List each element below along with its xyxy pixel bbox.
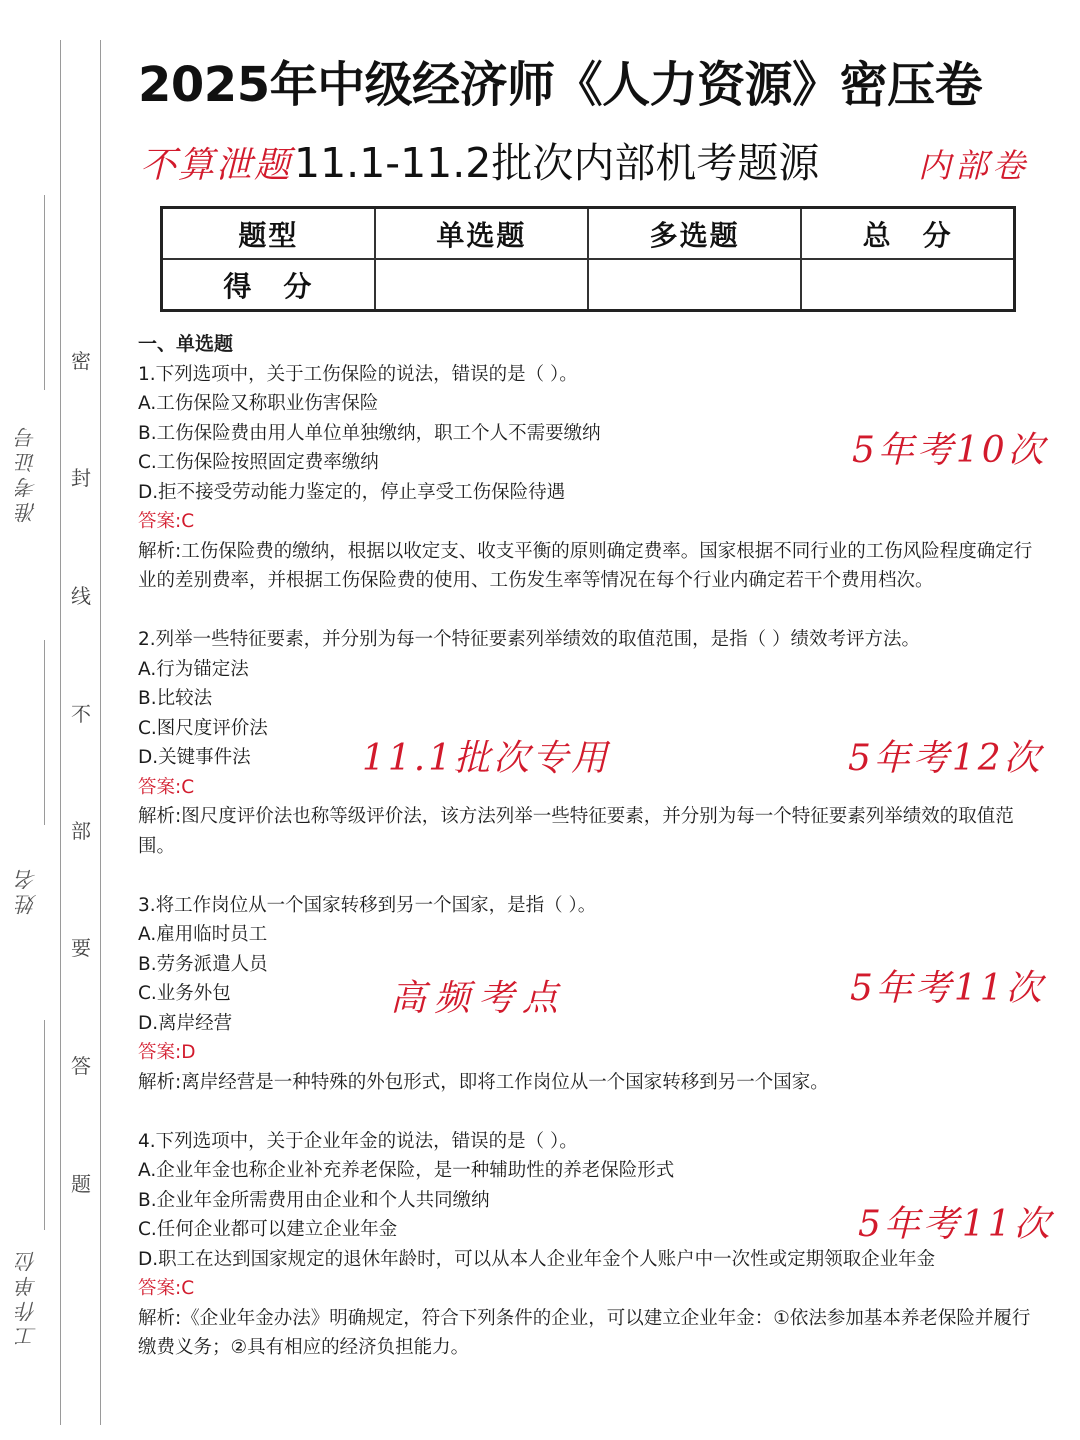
corner-note: 内部卷 [918, 146, 1029, 185]
fill-line-exam-number [44, 195, 45, 390]
score-cell-total[interactable] [801, 259, 1014, 311]
option-a: A.企业年金也称企业补充养老保险，是一种辅助性的养老保险形式 [138, 1160, 675, 1181]
option-d: D.拒不接受劳动能力鉴定的，停止享受工伤保险待遇 [138, 481, 566, 503]
question-stem: 1.下列选项中，关于工伤保险的说法，错误的是（ ）。 [138, 363, 578, 385]
note-q2-frequency: 5年考12次 [848, 738, 1043, 779]
option-c: C.工伤保险按照固定费率缴纳 [138, 452, 379, 473]
note-q4-frequency: 5年考11次 [858, 1204, 1053, 1245]
label-exam-number: 准考证号 [15, 423, 39, 523]
option-b: B.企业年金所需费用由企业和个人共同缴纳 [138, 1189, 490, 1211]
score-table-score-row [162, 259, 1015, 311]
seal-char: 部 [71, 819, 91, 843]
analysis: 解析:《企业年金办法》明确规定，符合下列条件的企业，可以建立企业年金：①依法参加基本养老保险并履行缴费义务；②具有相应的经济负担能力。 [138, 1307, 1031, 1358]
option-d: D.离岸经营 [138, 1012, 233, 1034]
question-1 [138, 360, 1038, 596]
option-a: A.行为锚定法 [138, 658, 249, 680]
analysis: 解析:离岸经营是一种特殊的外包形式，即将工作岗位从一个国家转移到另一个国家。 [138, 1071, 829, 1093]
row-label-score: 得 分 [162, 259, 375, 311]
page-title: 2025年中级经济师《人力资源》密压卷 [138, 57, 983, 113]
note-q1-frequency: 5年考10次 [852, 430, 1047, 471]
answer: 答案:C [138, 1278, 195, 1299]
label-name: 姓名 [15, 865, 39, 915]
option-a: A.工伤保险又称职业伤害保险 [138, 393, 379, 414]
option-c: C.图尺度评价法 [138, 717, 268, 739]
analysis: 解析:图尺度评价法也称等级评价法，该方法列举一些特征要素，并分别为每一个特征要素列举绩效的取值范围。 [138, 806, 1014, 857]
seal-char: 答 [71, 1054, 91, 1078]
answer: 答案:D [138, 1042, 196, 1063]
subtitle [140, 130, 819, 186]
question-stem: 3.将工作岗位从一个国家转移到另一个国家，是指（ ）。 [138, 894, 597, 916]
fill-line-work-unit [44, 1020, 45, 1230]
note-q3-hot-topic: 高频考点 [390, 978, 567, 1019]
header-single-choice: 单选题 [375, 208, 588, 260]
answer: 答案:C [138, 511, 195, 532]
subtitle-red-prefix: 不算泄题 [140, 145, 293, 186]
score-table-header-row [162, 208, 1015, 260]
seal-char: 封 [71, 466, 91, 490]
header-total: 总 分 [801, 208, 1014, 260]
seal-char: 不 [71, 702, 91, 726]
seal-char: 要 [71, 936, 91, 960]
option-b: B.比较法 [138, 688, 213, 709]
binding-line-outer [60, 40, 61, 1425]
option-b: B.劳务派遣人员 [138, 953, 268, 975]
option-c: C.业务外包 [138, 983, 231, 1004]
binding-line-inner [100, 40, 101, 1425]
option-a: A.雇用临时员工 [138, 924, 268, 945]
answer: 答案:C [138, 776, 195, 798]
analysis: 解析:工伤保险费的缴纳，根据以收定支、收支平衡的原则确定费率。国家根据不同行业的工伤风险程度确定行业的差别费率，并根据工伤保险费的使用、工伤发生率等情况在每个行业内确定若干个费用档次。 [138, 540, 1033, 591]
score-table [160, 206, 1016, 312]
option-d: D.关键事件法 [138, 747, 251, 768]
question-stem: 4.下列选项中，关于企业年金的说法，错误的是（ ）。 [138, 1130, 578, 1152]
subtitle-main: 11.1-11.2批次内部机考题源 [294, 139, 820, 187]
question-stem: 2.列举一些特征要素，并分别为每一个特征要素列举绩效的取值范围，是指（ ）绩效考评方法。 [138, 629, 921, 650]
header-multiple-choice: 多选题 [588, 208, 801, 260]
seal-char: 线 [71, 584, 91, 608]
label-work-unit: 工作单位 [15, 1247, 39, 1348]
seal-char: 密 [71, 349, 91, 373]
section-title: 一、单选题 [138, 333, 234, 355]
header-question-type: 题型 [162, 208, 375, 260]
score-cell-single[interactable] [375, 259, 588, 311]
option-c: C.任何企业都可以建立企业年金 [138, 1219, 398, 1240]
seal-char: 题 [71, 1172, 91, 1196]
note-q3-frequency: 5年考11次 [850, 968, 1045, 1009]
fill-line-name [44, 640, 45, 825]
option-d: D.职工在达到国家规定的退休年龄时，可以从本人企业年金个人账户中一次性或定期领取企业年金 [138, 1248, 936, 1270]
option-b: B.工伤保险费由用人单位单独缴纳，职工个人不需要缴纳 [138, 422, 601, 444]
note-q2-batch: 11.1批次专用 [362, 738, 611, 779]
score-cell-multiple[interactable] [588, 259, 801, 311]
